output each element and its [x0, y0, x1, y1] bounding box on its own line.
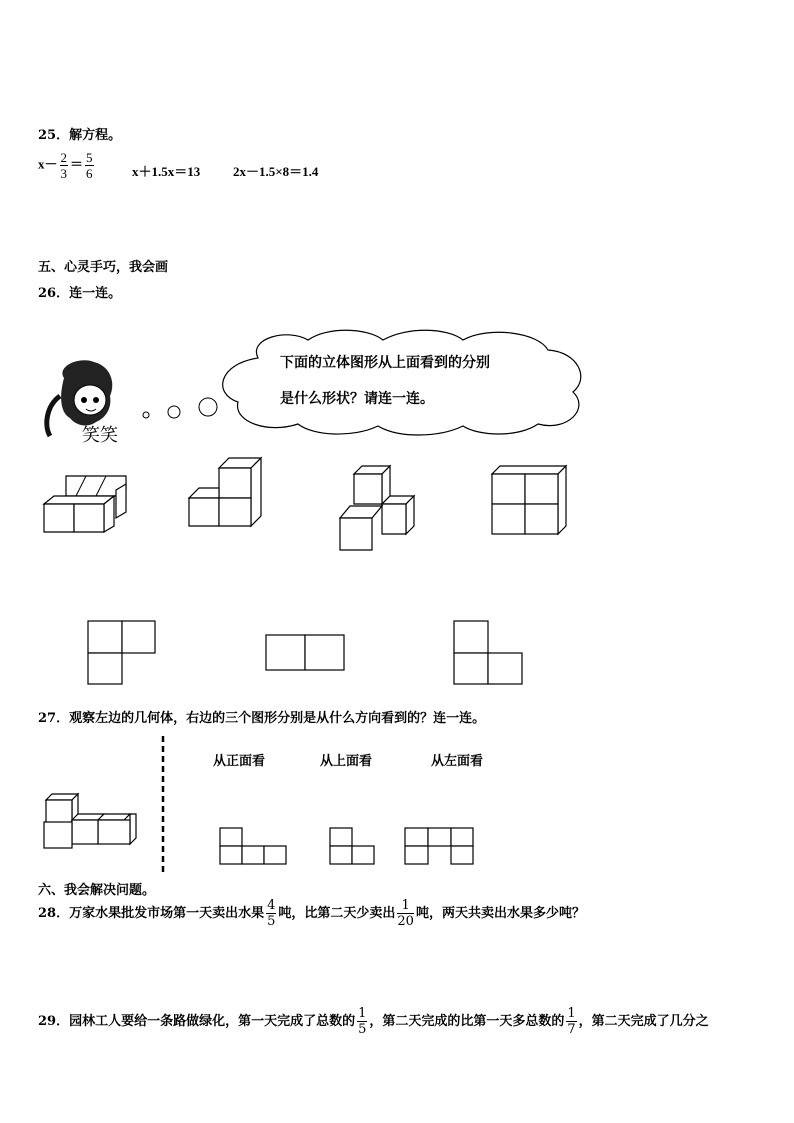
- bubble-text-line-2: 是什么形状？请连一连。: [280, 391, 434, 407]
- view-label-top: 从上面看: [320, 754, 373, 769]
- fraction-4-5: $\frac{4}{5}$: [267, 898, 276, 929]
- view-shape-1[interactable]: [220, 828, 288, 866]
- q27-label: 27．观察左边的几何体，右边的三个图形分别是从什么方向看到的？连一连。: [38, 711, 486, 726]
- section-6-heading: 六、我会解决问题。: [38, 883, 156, 898]
- top-view-shape-2[interactable]: [266, 635, 346, 671]
- solid-figure-2[interactable]: [189, 458, 264, 528]
- top-view-shape-3[interactable]: [454, 621, 524, 685]
- q25-equation-2: x＋1.5x＝13: [132, 164, 201, 179]
- solid-figure-1[interactable]: [44, 476, 134, 532]
- view-shape-3[interactable]: [405, 828, 475, 866]
- view-label-left: 从左面看: [431, 754, 484, 769]
- thought-cloud-icon: [218, 328, 590, 436]
- girl-name: 笑笑: [82, 425, 118, 446]
- q26-label: 26．连一连。: [38, 286, 122, 301]
- fraction-1-7: $\frac{1}{7}$: [567, 1006, 576, 1037]
- solid-figure-4[interactable]: [492, 466, 568, 536]
- eq1-x: x－: [38, 156, 58, 172]
- q29-text: 29．园林工人要给一条路做绿化，第一天完成了总数的 $\frac{1}{5}$ ，第二天完成的比第一天多总数的 $\frac{1}{7}$ ，第二天完成了几分之: [38, 1006, 709, 1037]
- q27-solid-figure: [44, 794, 140, 850]
- fraction-1-20: $\frac{1}{20}$: [397, 898, 414, 929]
- view-shape-2[interactable]: [330, 828, 376, 866]
- thought-dots-icon: [140, 395, 220, 425]
- dashed-divider: [160, 736, 166, 876]
- bubble-text-line-1: 下面的立体图形从上面看到的分别: [280, 355, 490, 371]
- q25-equation-1: x－ $\frac{2}{3}$ ＝ $\frac{5}{6}$: [38, 150, 93, 181]
- q25-equation-3: 2x－1.5×8＝1.4: [233, 164, 319, 179]
- q25-label: 25．解方程。: [38, 128, 122, 143]
- fraction-2-3: $\frac{2}{3}$: [60, 150, 68, 181]
- fraction-1-5: $\frac{1}{5}$: [358, 1006, 367, 1037]
- fraction-5-6: $\frac{5}{6}$: [86, 150, 93, 181]
- q28-text: 28．万家水果批发市场第一天卖出水果 $\frac{4}{5}$ 吨，比第二天少卖出 $\frac{1}{20}$ 吨，两天共卖出水果多少吨？: [38, 898, 585, 929]
- solid-figure-3[interactable]: [340, 466, 425, 552]
- section-5-heading: 五、心灵手巧，我会画: [38, 260, 169, 275]
- top-view-shape-1[interactable]: [88, 621, 156, 685]
- view-label-front: 从正面看: [213, 754, 266, 769]
